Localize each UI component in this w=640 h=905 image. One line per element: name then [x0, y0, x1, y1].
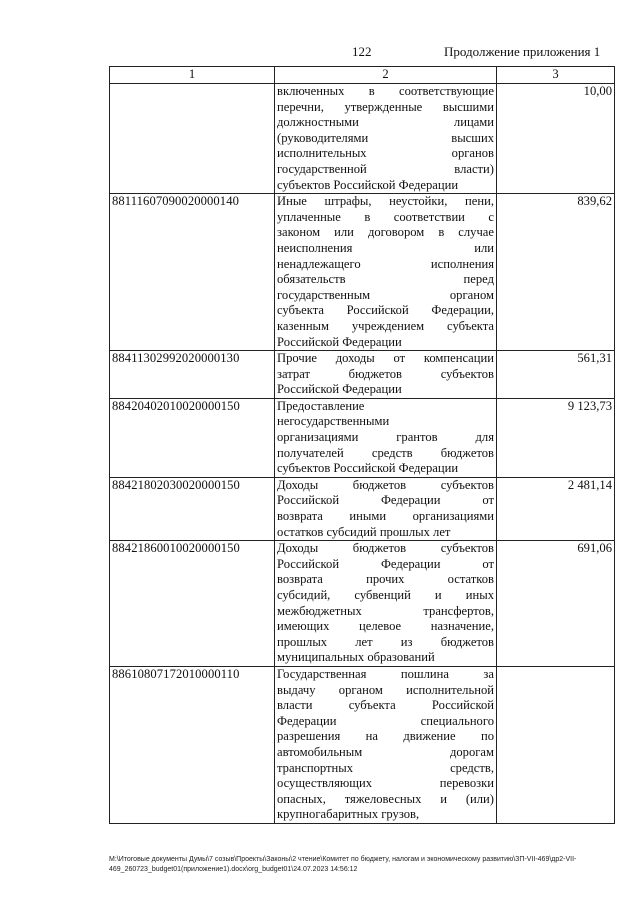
- table-row: [110, 194, 615, 351]
- page-number: 122: [352, 44, 372, 59]
- column-number-3: 3: [497, 67, 615, 84]
- description-line: Доходы бюджетов субъектов: [277, 477, 494, 492]
- description-line: организациями грантов для: [277, 430, 494, 445]
- description-line: (руководителями высших: [277, 130, 494, 145]
- budget-code: 88111607090020000140: [110, 194, 275, 351]
- description-line: прошлых лет из бюджетов: [277, 634, 494, 649]
- description-line: государственным органом: [277, 287, 494, 302]
- description-line: межбюджетных трансфертов,: [277, 603, 494, 618]
- description-line: Федерации специального: [277, 713, 494, 728]
- description-line: затрат бюджетов субъектов: [277, 366, 494, 381]
- footer-line-2: 469_260723_budget01(приложение1).docx\org_budget01\24.07.2023 14:56:12: [109, 866, 358, 873]
- description-line: Российской Федерации от: [277, 493, 494, 508]
- description-line: субсидий, субвенций и иных: [277, 588, 494, 602]
- description-line: исполнительных органов: [277, 146, 494, 161]
- revenue-description: [275, 194, 497, 351]
- description-line: ненадлежащего исполнения: [277, 256, 494, 271]
- revenue-description: [275, 84, 497, 194]
- description-line: субъектов Российской Федерации: [277, 177, 459, 192]
- revenue-description: [275, 351, 497, 399]
- table-row: [110, 666, 615, 823]
- description-line: Российской Федерации: [277, 382, 402, 397]
- footer-line-1: М:\Итоговые документы Думы\7 созыв\Проекты\Законы\2 чтение\Комитет по бюджету, налогам и экономическому развитию\ЗП-VII-469\др2-VII-: [109, 856, 577, 863]
- description-line: выдачу органом исполнительной: [277, 682, 494, 697]
- description-line: транспортных средств,: [277, 760, 494, 775]
- description-line: перечни, утвержденные высшими: [277, 99, 494, 114]
- description-line: автомобильным дорогам: [277, 744, 494, 759]
- amount: 839,62: [497, 194, 615, 351]
- table-row: [110, 477, 615, 540]
- description-line: Российской Федерации: [277, 334, 402, 349]
- amount: 691,06: [497, 541, 615, 667]
- description-line: Государственная пошлина за: [277, 666, 494, 681]
- table-row: [110, 351, 615, 399]
- amount: 9 123,73: [497, 398, 615, 477]
- budget-code: 88420402010020000150: [110, 398, 275, 477]
- budget-code: 88421802030020000150: [110, 477, 275, 540]
- description-line: законом или договором в случае: [277, 225, 494, 240]
- description-line: получателей средств бюджетов: [277, 445, 494, 460]
- description-line: субъектов Российской Федерации: [277, 461, 459, 476]
- description-line: государственной власти): [277, 161, 494, 176]
- table-row: [110, 84, 615, 194]
- description-line: обязательств перед: [277, 272, 494, 287]
- table-row: [110, 541, 615, 667]
- description-line: уплаченные в соответствии с: [277, 209, 494, 224]
- description-line: разрешения на движение по: [277, 729, 494, 744]
- revenue-description: [275, 541, 497, 667]
- budget-code: 88421860010020000150: [110, 541, 275, 667]
- revenue-description: [275, 666, 497, 823]
- description-line: включенных в соответствующие: [277, 84, 494, 98]
- description-line: осуществляющих перевозки: [277, 776, 494, 791]
- description-line: остатков субсидий прошлых лет: [277, 524, 451, 539]
- column-number-row: [110, 67, 615, 84]
- description-line: Прочие доходы от компенсации: [277, 351, 494, 366]
- budget-code: 88411302992020000130: [110, 351, 275, 399]
- description-line: Доходы бюджетов субъектов: [277, 541, 494, 556]
- amount: [497, 666, 615, 823]
- description-line: имеющих целевое назначение,: [277, 619, 494, 634]
- description-line: крупногабаритных грузов,: [277, 807, 420, 822]
- budget-code: [110, 84, 275, 194]
- revenue-description: [275, 398, 497, 477]
- description-line: Предоставление: [277, 398, 365, 413]
- description-line: должностными лицами: [277, 115, 494, 130]
- description-line: муниципальных образований: [277, 650, 435, 665]
- description-line: власти субъекта Российской: [277, 698, 494, 713]
- column-number-2: 2: [275, 67, 497, 84]
- table-row: [110, 398, 615, 477]
- revenue-description: [275, 477, 497, 540]
- description-line: субъекта Российской Федерации,: [277, 303, 494, 318]
- description-line: Российской Федерации от: [277, 556, 494, 571]
- file-path-footer: [109, 855, 617, 875]
- description-line: неисполнения или: [277, 240, 494, 255]
- amount: 2 481,14: [497, 477, 615, 540]
- amount: 561,31: [497, 351, 615, 399]
- description-line: возврата прочих остатков: [277, 572, 494, 587]
- continuation-label: Продолжение приложения 1: [444, 44, 601, 59]
- description-line: казенным учреждением субъекта: [277, 318, 494, 333]
- description-line: негосударственными: [277, 414, 390, 429]
- revenue-table: [109, 66, 615, 824]
- description-line: возврата иными организациями: [277, 509, 494, 524]
- description-line: опасных, тяжеловесных и (или): [277, 791, 494, 806]
- column-number-1: 1: [110, 67, 275, 84]
- budget-code: 88610807172010000110: [110, 666, 275, 823]
- amount: 10,00: [497, 84, 615, 194]
- description-line: Иные штрафы, неустойки, пени,: [277, 194, 494, 209]
